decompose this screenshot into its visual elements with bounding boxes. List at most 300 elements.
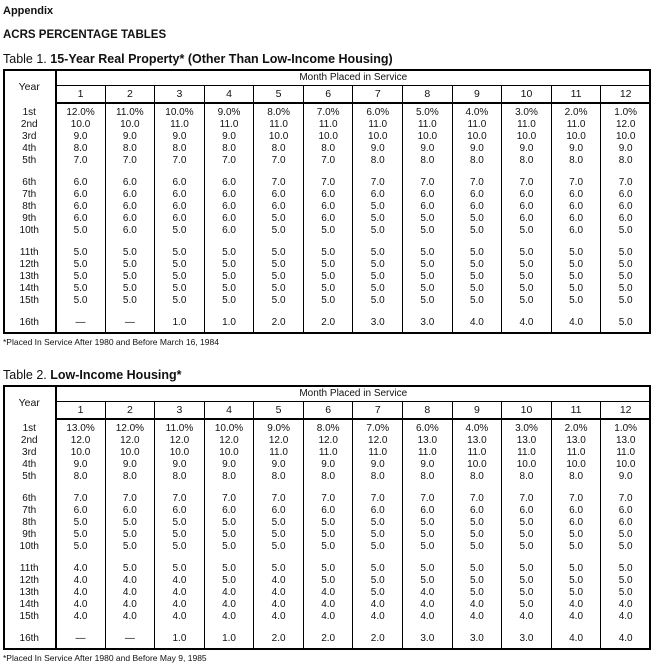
table-row — [4, 189, 651, 201]
value-cell: 7.0 — [204, 493, 254, 505]
value-cell: 8.0 — [353, 471, 403, 483]
value-cell: 5.0 — [105, 517, 155, 529]
value-cell: 7.0 — [353, 493, 403, 505]
table1-title-prefix: Table 1. — [3, 52, 47, 66]
value-cell: 4.0 — [303, 599, 353, 611]
value-cell: 5.0 — [303, 283, 353, 295]
year-column-header: Year — [4, 386, 56, 420]
value-cell: 5.0 — [105, 283, 155, 295]
value-cell: 7.0 — [303, 177, 353, 189]
value-cell: 5.0 — [204, 259, 254, 271]
value-cell: 8.0 — [254, 471, 304, 483]
value-cell: 5.0 — [502, 259, 552, 271]
value-cell: 6.0 — [502, 189, 552, 201]
value-cell: 2.0% — [551, 419, 601, 435]
value-cell: 6.0 — [403, 189, 453, 201]
value-cell: 10.0 — [254, 131, 304, 143]
value-cell: 5.0 — [353, 247, 403, 259]
value-cell: — — [56, 633, 106, 645]
value-cell: 4.0 — [105, 587, 155, 599]
value-cell: 7.0 — [551, 493, 601, 505]
table-row — [4, 317, 651, 329]
value-cell: 2.0 — [303, 633, 353, 645]
value-cell: 3.0 — [403, 633, 453, 645]
month-number-cell: 1 — [56, 402, 106, 420]
value-cell: 3.0 — [452, 633, 502, 645]
value-cell: 7.0 — [105, 493, 155, 505]
value-cell: 6.0 — [452, 505, 502, 517]
value-cell: 9.0 — [303, 459, 353, 471]
value-cell: 5.0 — [353, 517, 403, 529]
value-cell: 9.0 — [155, 131, 205, 143]
value-cell: 8.0 — [105, 471, 155, 483]
value-cell: 5.0 — [502, 563, 552, 575]
value-cell: 2.0 — [254, 317, 304, 329]
value-cell: 5.0 — [303, 259, 353, 271]
value-cell: 5.0 — [353, 295, 403, 307]
value-cell: 4.0 — [254, 611, 304, 623]
value-cell: 5.0 — [353, 201, 403, 213]
value-cell: 10.0 — [204, 447, 254, 459]
value-cell: 4.0 — [155, 611, 205, 623]
value-cell: 4.0 — [601, 611, 651, 623]
value-cell: 10.0 — [601, 459, 651, 471]
value-cell: 6.0 — [502, 201, 552, 213]
value-cell: 5.0 — [551, 575, 601, 587]
value-cell: 5.0 — [204, 575, 254, 587]
value-cell: 6.0% — [353, 103, 403, 119]
month-number-cell: 8 — [403, 86, 453, 104]
value-cell: 5.0 — [452, 259, 502, 271]
table-row — [4, 259, 651, 271]
value-cell: 9.0 — [452, 143, 502, 155]
year-cell: 1st — [4, 103, 56, 119]
value-cell: 7.0 — [502, 493, 552, 505]
value-cell: 5.0 — [502, 295, 552, 307]
value-cell: 2.0 — [303, 317, 353, 329]
table-row — [4, 611, 651, 623]
value-cell: 11.0 — [303, 119, 353, 131]
value-cell: 4.0 — [155, 599, 205, 611]
value-cell: 5.0 — [56, 259, 106, 271]
value-cell: 7.0% — [353, 419, 403, 435]
value-cell: 4.0 — [155, 575, 205, 587]
value-cell: 6.0 — [155, 189, 205, 201]
value-cell: 11.0 — [155, 119, 205, 131]
year-cell: 11th — [4, 563, 56, 575]
year-cell: 10th — [4, 225, 56, 237]
value-cell: 5.0 — [601, 271, 651, 283]
table-row — [4, 517, 651, 529]
table-row — [4, 599, 651, 611]
value-cell: 4.0 — [56, 587, 106, 599]
spacer-row — [4, 167, 651, 177]
year-cell: 8th — [4, 517, 56, 529]
value-cell: 9.0 — [155, 459, 205, 471]
value-cell: 5.0 — [254, 247, 304, 259]
spacer-row — [4, 623, 651, 633]
value-cell: 6.0 — [254, 201, 304, 213]
value-cell: 6.0 — [601, 213, 651, 225]
value-cell: 6.0 — [204, 213, 254, 225]
table1-title-text: 15-Year Real Property* (Other Than Low-Income Housing) — [50, 52, 393, 66]
value-cell: 5.0 — [254, 563, 304, 575]
value-cell: 10.0 — [105, 447, 155, 459]
value-cell: 5.0 — [403, 213, 453, 225]
value-cell: 7.0 — [303, 493, 353, 505]
value-cell: 11.0 — [403, 447, 453, 459]
table-row — [4, 563, 651, 575]
value-cell: 5.0 — [551, 563, 601, 575]
month-placed-in-service-header: Month Placed in Service — [56, 70, 651, 86]
month-number-cell: 7 — [353, 402, 403, 420]
value-cell: 5.0 — [56, 283, 106, 295]
value-cell: 3.0% — [502, 103, 552, 119]
value-cell: 8.0 — [105, 143, 155, 155]
value-cell: 8.0 — [403, 155, 453, 167]
table-row — [4, 471, 651, 483]
table-row — [4, 587, 651, 599]
value-cell: 7.0 — [105, 155, 155, 167]
value-cell: 6.0 — [204, 201, 254, 213]
value-cell: 4.0 — [155, 587, 205, 599]
value-cell: 5.0 — [502, 541, 552, 553]
table-row — [4, 201, 651, 213]
acrs-table-1 — [3, 69, 651, 334]
value-cell: 10.0% — [155, 103, 205, 119]
value-cell: 5.0 — [303, 541, 353, 553]
spacer-row — [4, 329, 651, 334]
value-cell: 11.0 — [452, 119, 502, 131]
value-cell: 5.0 — [452, 587, 502, 599]
value-cell: 13.0 — [601, 435, 651, 447]
value-cell: 5.0 — [353, 225, 403, 237]
month-number-cell: 11 — [551, 86, 601, 104]
value-cell: 6.0 — [204, 177, 254, 189]
value-cell: 5.0 — [155, 563, 205, 575]
value-cell: 5.0 — [204, 563, 254, 575]
value-cell: 6.0 — [551, 225, 601, 237]
value-cell: 1.0% — [601, 103, 651, 119]
value-cell: 5.0 — [303, 225, 353, 237]
value-cell: 5.0 — [452, 563, 502, 575]
value-cell: 6.0 — [155, 177, 205, 189]
year-cell: 13th — [4, 587, 56, 599]
value-cell: 6.0 — [204, 225, 254, 237]
year-cell: 7th — [4, 189, 56, 201]
value-cell: 8.0 — [303, 471, 353, 483]
value-cell: 5.0 — [204, 271, 254, 283]
value-cell: 4.0 — [601, 599, 651, 611]
value-cell: 8.0 — [502, 471, 552, 483]
value-cell: 5.0 — [601, 283, 651, 295]
year-cell: 8th — [4, 201, 56, 213]
table-row — [4, 283, 651, 295]
value-cell: 12.0 — [155, 435, 205, 447]
value-cell: 11.0 — [551, 447, 601, 459]
year-cell: 12th — [4, 575, 56, 587]
value-cell: 9.0 — [204, 459, 254, 471]
table-row — [4, 435, 651, 447]
table-row — [4, 177, 651, 189]
value-cell: 5.0 — [105, 247, 155, 259]
table-row — [4, 247, 651, 259]
value-cell: 11.0 — [551, 119, 601, 131]
value-cell: 11.0 — [502, 119, 552, 131]
value-cell: 5.0 — [502, 271, 552, 283]
year-cell: 7th — [4, 505, 56, 517]
value-cell: 6.0 — [551, 189, 601, 201]
value-cell: 4.0% — [452, 103, 502, 119]
value-cell: 12.0 — [105, 435, 155, 447]
value-cell: 5.0 — [56, 529, 106, 541]
value-cell: 4.0 — [452, 611, 502, 623]
month-placed-in-service-header: Month Placed in Service — [56, 386, 651, 402]
value-cell: 10.0 — [155, 447, 205, 459]
table2-footnote: *Placed In Service After 1980 and Before May 9, 1985 — [3, 653, 207, 663]
value-cell: 4.0 — [551, 633, 601, 645]
value-cell: 3.0% — [502, 419, 552, 435]
value-cell: 6.0 — [601, 201, 651, 213]
value-cell: 4.0 — [56, 611, 106, 623]
value-cell: 5.0 — [105, 271, 155, 283]
spacer-row — [4, 237, 651, 247]
value-cell: 5.0 — [551, 529, 601, 541]
value-cell: 5.0 — [204, 247, 254, 259]
month-number-cell: 1 — [56, 86, 106, 104]
value-cell: 6.0 — [56, 177, 106, 189]
value-cell: 6.0 — [353, 189, 403, 201]
value-cell: 2.0% — [551, 103, 601, 119]
table-row — [4, 529, 651, 541]
value-cell: 5.0 — [204, 541, 254, 553]
value-cell: 9.0 — [601, 471, 651, 483]
table-row — [4, 505, 651, 517]
value-cell: 7.0 — [403, 177, 453, 189]
value-cell: 5.0 — [551, 283, 601, 295]
value-cell: 11.0 — [452, 447, 502, 459]
value-cell: 11.0 — [353, 447, 403, 459]
value-cell: 5.0 — [254, 213, 304, 225]
value-cell: 4.0 — [403, 587, 453, 599]
value-cell: 10.0 — [105, 119, 155, 131]
value-cell: 2.0 — [254, 633, 304, 645]
value-cell: 6.0 — [56, 189, 106, 201]
value-cell: 5.0 — [452, 283, 502, 295]
value-cell: 5.0 — [155, 225, 205, 237]
value-cell: 9.0 — [56, 131, 106, 143]
value-cell: 11.0 — [601, 447, 651, 459]
value-cell: 5.0 — [403, 563, 453, 575]
value-cell: 9.0 — [601, 143, 651, 155]
value-cell: 5.0 — [353, 283, 403, 295]
value-cell: 4.0 — [551, 599, 601, 611]
value-cell: 10.0% — [204, 419, 254, 435]
month-number-cell: 4 — [204, 86, 254, 104]
value-cell: 5.0 — [303, 529, 353, 541]
value-cell: 10.0 — [502, 131, 552, 143]
month-number-cell: 8 — [403, 402, 453, 420]
year-cell: 12th — [4, 259, 56, 271]
value-cell: 6.0 — [56, 213, 106, 225]
value-cell: 5.0 — [403, 517, 453, 529]
value-cell: 9.0 — [56, 459, 106, 471]
value-cell: 9.0 — [551, 143, 601, 155]
value-cell: 5.0 — [551, 247, 601, 259]
value-cell: 4.0 — [204, 587, 254, 599]
table-row — [4, 103, 651, 119]
value-cell: 7.0 — [353, 177, 403, 189]
month-number-cell: 3 — [155, 86, 205, 104]
value-cell: 5.0 — [601, 317, 651, 329]
value-cell: 3.0 — [353, 317, 403, 329]
value-cell: 5.0 — [353, 563, 403, 575]
value-cell: 5.0 — [353, 213, 403, 225]
value-cell: 5.0 — [303, 563, 353, 575]
value-cell: 4.0 — [353, 599, 403, 611]
value-cell: 4.0 — [551, 611, 601, 623]
value-cell: 8.0 — [155, 143, 205, 155]
value-cell: 5.0 — [105, 563, 155, 575]
year-cell: 2nd — [4, 435, 56, 447]
value-cell: 7.0 — [155, 493, 205, 505]
table-row — [4, 575, 651, 587]
value-cell: 5.0% — [403, 103, 453, 119]
value-cell: 5.0 — [601, 295, 651, 307]
value-cell: 5.0 — [502, 247, 552, 259]
value-cell: 5.0 — [452, 529, 502, 541]
month-number-cell: 6 — [303, 86, 353, 104]
year-cell: 4th — [4, 459, 56, 471]
value-cell: 5.0 — [155, 247, 205, 259]
value-cell: 11.0 — [254, 119, 304, 131]
value-cell: 5.0 — [551, 259, 601, 271]
value-cell: 13.0% — [56, 419, 106, 435]
value-cell: 9.0 — [353, 459, 403, 471]
value-cell: 5.0 — [204, 517, 254, 529]
value-cell: 5.0 — [502, 283, 552, 295]
year-cell: 3rd — [4, 447, 56, 459]
value-cell: 5.0 — [56, 517, 106, 529]
value-cell: 5.0 — [254, 225, 304, 237]
value-cell: 8.0 — [452, 471, 502, 483]
value-cell: 6.0 — [502, 505, 552, 517]
value-cell: 2.0 — [353, 633, 403, 645]
value-cell: 5.0 — [204, 295, 254, 307]
value-cell: 5.0 — [551, 295, 601, 307]
value-cell: 12.0 — [56, 435, 106, 447]
value-cell: 5.0 — [353, 575, 403, 587]
value-cell: 9.0 — [502, 143, 552, 155]
value-cell: 6.0 — [502, 213, 552, 225]
value-cell: 5.0 — [254, 283, 304, 295]
value-cell: 5.0 — [105, 541, 155, 553]
value-cell: 9.0 — [105, 459, 155, 471]
value-cell: 10.0 — [452, 459, 502, 471]
value-cell: 6.0 — [105, 225, 155, 237]
month-number-cell: 12 — [601, 402, 651, 420]
value-cell: 5.0 — [105, 295, 155, 307]
value-cell: 7.0 — [551, 177, 601, 189]
value-cell: 13.0 — [502, 435, 552, 447]
month-number-cell: 4 — [204, 402, 254, 420]
value-cell: 12.0 — [353, 435, 403, 447]
value-cell: 8.0% — [254, 103, 304, 119]
value-cell: 6.0 — [155, 213, 205, 225]
year-cell: 9th — [4, 529, 56, 541]
value-cell: 4.0 — [502, 611, 552, 623]
value-cell: 1.0 — [204, 633, 254, 645]
year-cell: 1st — [4, 419, 56, 435]
value-cell: 6.0 — [56, 505, 106, 517]
value-cell: 4.0 — [254, 575, 304, 587]
value-cell: 5.0 — [452, 575, 502, 587]
table2-section — [3, 368, 652, 663]
value-cell: 6.0 — [551, 505, 601, 517]
table1-section — [3, 52, 652, 347]
year-cell: 15th — [4, 611, 56, 623]
table-row — [4, 419, 651, 435]
value-cell: 6.0 — [551, 517, 601, 529]
table1-title — [3, 52, 652, 66]
value-cell: 4.0 — [452, 317, 502, 329]
value-cell: 5.0 — [155, 271, 205, 283]
value-cell: 8.0 — [204, 143, 254, 155]
month-number-cell: 6 — [303, 402, 353, 420]
value-cell: 8.0 — [254, 143, 304, 155]
year-cell: 11th — [4, 247, 56, 259]
value-cell: 4.0% — [452, 419, 502, 435]
value-cell: 7.0 — [303, 155, 353, 167]
value-cell: 7.0 — [452, 177, 502, 189]
value-cell: 5.0 — [601, 225, 651, 237]
year-cell: 6th — [4, 493, 56, 505]
value-cell: 6.0 — [303, 189, 353, 201]
value-cell: 7.0 — [452, 493, 502, 505]
value-cell: 7.0 — [403, 493, 453, 505]
value-cell: 5.0 — [353, 271, 403, 283]
value-cell: 9.0 — [204, 131, 254, 143]
value-cell: 5.0 — [601, 529, 651, 541]
value-cell: 5.0 — [403, 259, 453, 271]
value-cell: 6.0 — [105, 189, 155, 201]
table-row — [4, 459, 651, 471]
value-cell: 10.0 — [303, 131, 353, 143]
value-cell: 5.0 — [452, 271, 502, 283]
value-cell: — — [105, 317, 155, 329]
value-cell: 8.0 — [452, 155, 502, 167]
value-cell: 9.0 — [353, 143, 403, 155]
value-cell: 11.0% — [105, 103, 155, 119]
value-cell: 5.0 — [56, 247, 106, 259]
value-cell: 8.0 — [303, 143, 353, 155]
value-cell: 5.0 — [303, 295, 353, 307]
month-number-cell: 11 — [551, 402, 601, 420]
value-cell: 5.0 — [155, 295, 205, 307]
table-row — [4, 295, 651, 307]
value-cell: 5.0 — [303, 517, 353, 529]
month-number-cell: 2 — [105, 402, 155, 420]
value-cell: 5.0 — [56, 225, 106, 237]
value-cell: 4.0 — [403, 611, 453, 623]
value-cell: 9.0 — [403, 459, 453, 471]
value-cell: 6.0 — [303, 213, 353, 225]
value-cell: 6.0 — [105, 505, 155, 517]
year-column-header: Year — [4, 70, 56, 104]
value-cell: 11.0 — [353, 119, 403, 131]
page-heading: ACRS PERCENTAGE TABLES — [3, 29, 167, 41]
value-cell: 10.0 — [353, 131, 403, 143]
